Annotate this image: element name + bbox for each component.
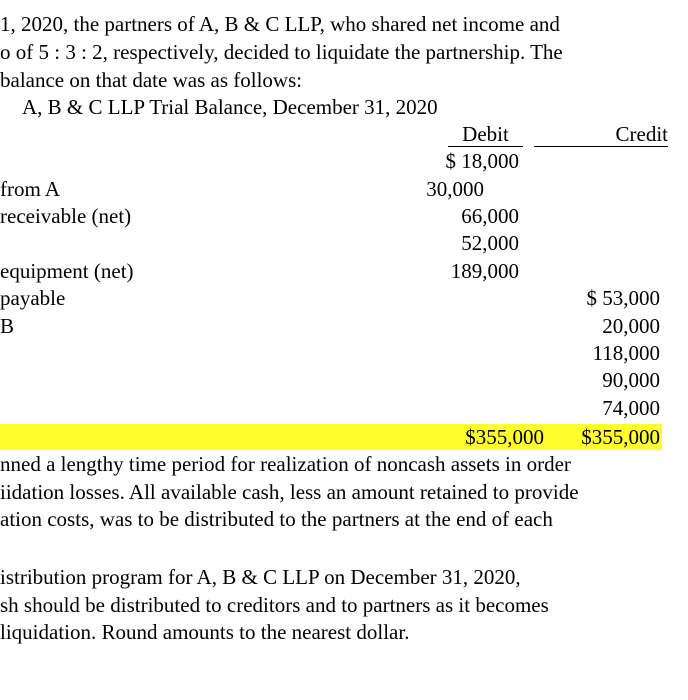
paragraph2-line-1: nned a lengthy time period for realization of noncash assets in order — [0, 452, 571, 476]
intro-line-2: o of 5 : 3 : 2, respectively, decided to liquidate the partnership. The — [0, 40, 563, 64]
row-label-7: B — [0, 314, 15, 338]
total-credit: $355,000 — [581, 425, 660, 449]
intro-line-1: 1, 2020, the partners of A, B & C LLP, who shared net income and — [0, 12, 560, 36]
credit-value-6: $ 53,000 — [586, 286, 660, 310]
credit-value-7: 20,000 — [602, 314, 660, 338]
debit-value-5: 189,000 — [450, 259, 519, 283]
row-label-2: from A — [0, 177, 61, 201]
row-label-5: equipment (net) — [0, 259, 134, 283]
debit-value-3: 66,000 — [461, 204, 519, 228]
row-label-3: receivable (net) — [0, 204, 132, 228]
credit-value-10: 74,000 — [602, 396, 660, 420]
paragraph3-line-3: liquidation. Round amounts to the nearest dollar. — [0, 620, 410, 644]
debit-value-4: 52,000 — [461, 231, 519, 255]
paragraph3-line-2: sh should be distributed to creditors and to partners as it becomes — [0, 593, 549, 617]
credit-value-8: 118,000 — [592, 341, 660, 365]
total-debit: $355,000 — [465, 425, 544, 449]
credit-value-9: 90,000 — [602, 368, 660, 392]
paragraph2-line-3: ation costs, was to be distributed to the partners at the end of each — [0, 507, 553, 531]
paragraph2-line-2: iidation losses. All available cash, less an amount retained to provide — [0, 480, 579, 504]
trial-balance-title: A, B & C LLP Trial Balance, December 31, 2020 — [22, 95, 438, 119]
row-label-6: payable — [0, 286, 66, 310]
debit-value-1: $ 18,000 — [445, 149, 519, 173]
credit-column-header: Credit — [534, 122, 668, 147]
intro-line-3: balance on that date was as follows: — [0, 68, 303, 92]
paragraph3-line-1: istribution program for A, B & C LLP on December 31, 2020, — [0, 565, 521, 589]
debit-column-header: Debit — [448, 122, 523, 147]
debit-value-2: 30,000 — [426, 177, 484, 201]
